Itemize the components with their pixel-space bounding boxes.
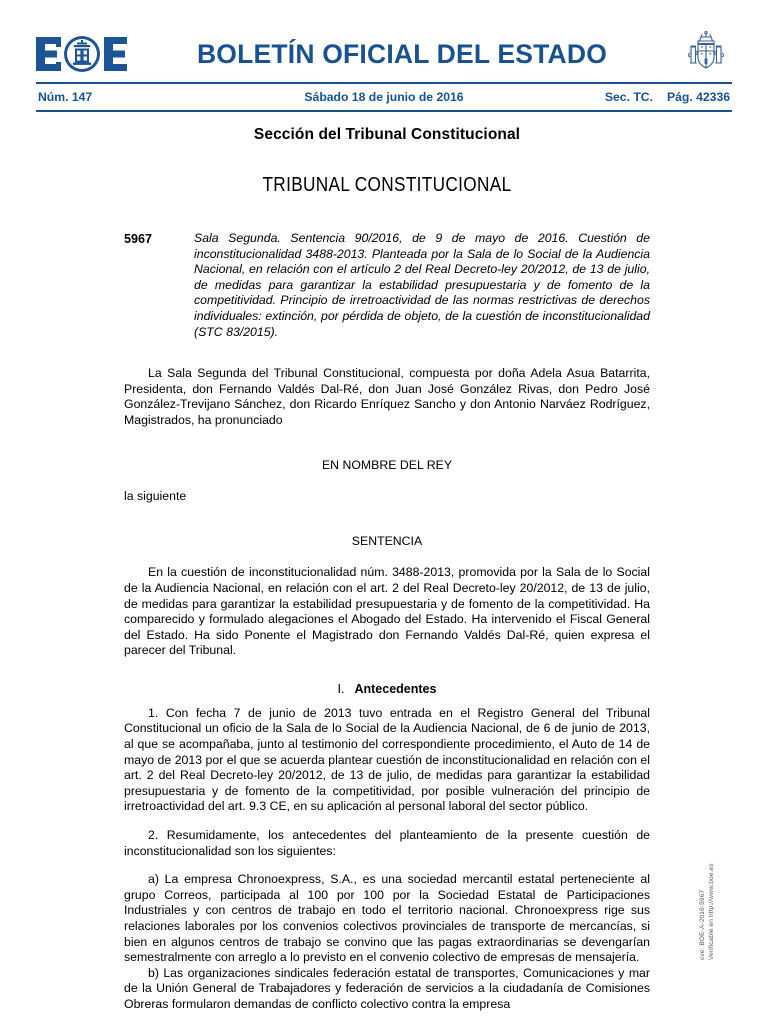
paragraph-a: a) La empresa Chronoexpress, S.A., es una sociedad mercantil estatal perteneciente al grupo Correos, participada al 100 por 100 por la Sociedad Estatal de Participaciones Industriales y con centros de trabajo en todo el territorio nacional. Chronoexpress rige sus relaciones laborales por los convenios colectivos provinciales de transporte de mercancías, si bien en algunos centros de trabajo se convino que las pagas extraordinarias se devengarían semestralmente con arreglo a lo previsto en el convenio colectivo de empresas de mensajería. [124, 872, 650, 965]
entry-summary [124, 231, 650, 340]
spacer [124, 672, 650, 682]
issue-rule-bar [36, 82, 732, 112]
spacer [124, 442, 650, 458]
cve-code: cve: BOE-A-2016-5967 [699, 889, 706, 960]
organ-title: TRIBUNAL CONSTITUCIONAL [262, 174, 512, 196]
section-code: Sec. TC. [604, 90, 653, 104]
spacer [124, 518, 650, 534]
antecedentes-heading [124, 682, 650, 696]
cve-text-block [698, 863, 716, 960]
cve-verification-strip [699, 800, 756, 960]
entry-number: 5967 [124, 232, 153, 246]
document-body [124, 126, 650, 1026]
entry-abstract: Sala Segunda. Sentencia 90/2016, de 9 de mayo de 2016. Cuestión de inconstitucionalidad 3488-2013. Planteada por la Sala de lo Social de la Audiencia Nacional, en relación con el artículo 2 del Real Decreto-ley 20/2012, de 13 de julio, de medidas para garantizar la estabilidad presupuestaria y de fomento de la competitividad. Principio de irretroactividad de las normas restrictivas de derechos individuales: extinción, por pérdida de objeto, de la cuestión de inconstitucionalidad (STC 83/2015). [194, 231, 650, 339]
la-siguiente-text: la siguiente [124, 489, 187, 504]
section-title: Sección del Tribunal Constitucional [253, 126, 521, 143]
spacer [124, 549, 650, 565]
opening-paragraph: En la cuestión de inconstitucionalidad núm. 3488-2013, promovida por la Sala de lo Social de la Audiencia Nacional, en relación con el art. 2 del Real Decreto-ley 20/2012, de 13 de julio, de medidas para garantizar la estabilidad presupuestaria y de fomento de la competitividad. Ha comparecido y formulado alegaciones el Abogado del Estado. Ha intervenido el Fiscal General del Estado. Ha sido Ponente el Magistrado don Fernando Valdés Dal-Ré, quien expresa el parecer del Tribunal. [124, 565, 650, 658]
in-name-of-the-king: EN NOMBRE DEL REY [321, 457, 453, 472]
issue-date: Sábado 18 de junio de 2016 [304, 90, 464, 104]
antecedentes-title: Antecedentes [354, 681, 437, 696]
masthead [36, 28, 732, 80]
issue-number: Núm. 147 [38, 90, 93, 104]
paragraph-1: 1. Con fecha 7 de junio de 2013 tuvo entrada en el Registro General del Tribunal Constitucional un oficio de la Sala de lo Social de la Audiencia Nacional, de 6 de junio de 2013, al que se acompañaba, junto al testimonio del correspondiente procedimiento, el Auto de 14 de mayo de 2013 por el que se acuerda plantear cuestión de inconstitucionalidad en relación con el art. 2 del Real Decreto-ley 20/2012, de 13 de julio, de medidas para garantizar la estabilidad presupuestaria y de fomento de la competitividad, por posible vulneración del principio de irretroactividad del art. 9.3 CE, en su aplicación al personal laboral del sector público. [124, 705, 650, 814]
page-number: Pág. 42336 [666, 90, 730, 104]
sentencia-label: SENTENCIA [351, 533, 423, 548]
paragraph-b: b) Las organizaciones sindicales federación estatal de transportes, Comunicaciones y mar de la Unión General de Trabajadores y federación de servicios a la ciudadanía de Comisiones Obreras formularon demandas de conflicto colectivo contra la empresa [124, 965, 650, 1011]
boe-logo-icon [36, 35, 128, 73]
spacer [124, 696, 650, 706]
spacer [124, 473, 650, 489]
antecedentes-numeral: I. [337, 681, 345, 696]
section-page-group [540, 90, 732, 104]
spain-coat-of-arms-icon [680, 28, 732, 80]
cve-verify-url: Verificable en http://www.boe.es [708, 863, 715, 960]
masthead-title: BOLETÍN OFICIAL DEL ESTADO [196, 38, 608, 69]
court-composition-paragraph: La Sala Segunda del Tribunal Constitucional, compuesta por doña Adela Asua Batarrita, Presidenta, don Fernando Valdés Dal-Ré, don Juan José González Rivas, don Pedro José González-Trevijano Sánchez, don Ricardo Enríquez Sancho y don Antonio Narváez Rodríguez, Magistrados, ha pronunciado [124, 366, 650, 427]
paragraph-2: 2. Resumidamente, los antecedentes del planteamiento de la presente cuestión de inconstitucionalidad son los siguientes: [124, 828, 650, 858]
